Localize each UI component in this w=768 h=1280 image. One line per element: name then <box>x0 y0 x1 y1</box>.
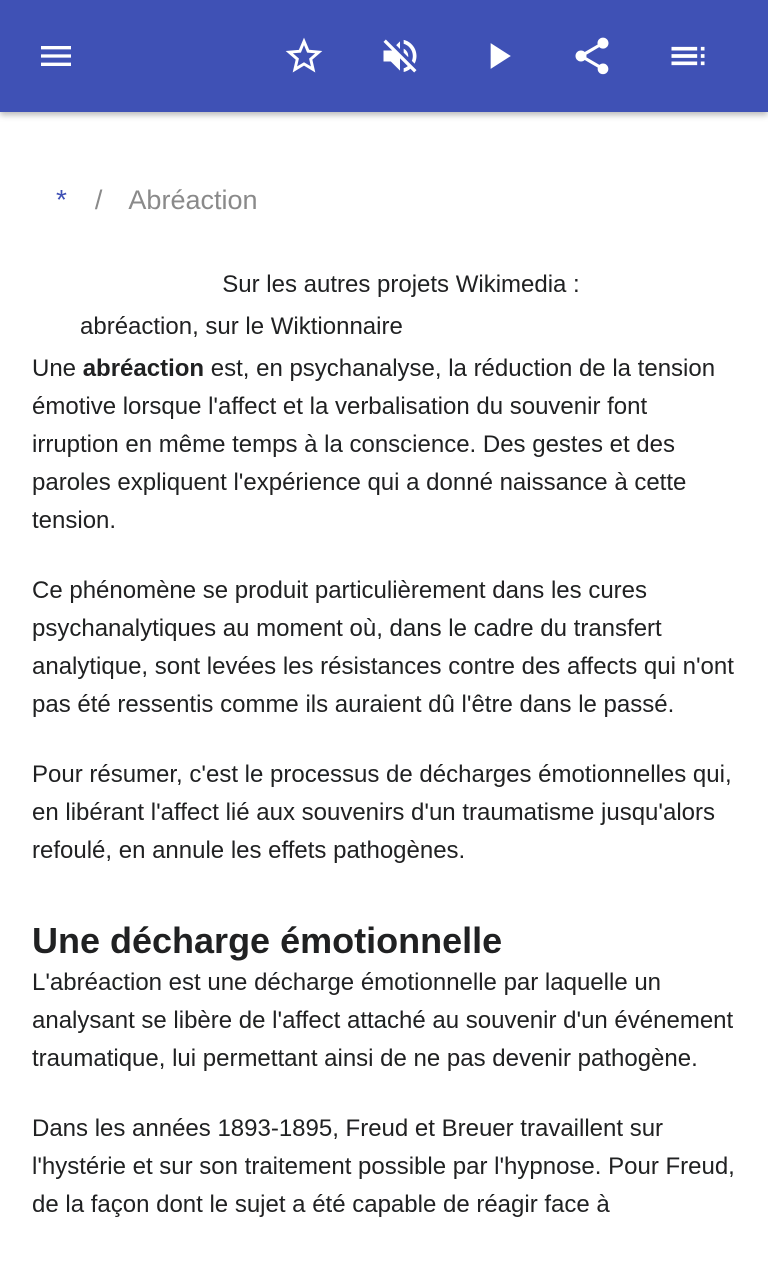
sister-projects-title: Sur les autres projets Wikimedia : <box>222 271 580 298</box>
paragraph-5: Dans les années 1893-1895, Freud et Breuer travaillent sur l'hystérie et sur son traitement possible par l'hypnose. Pour Freud, de la façon dont le sujet a été capable de réagir face à <box>32 1115 735 1218</box>
intro-text-rest: est, en psychanalyse, la réduction de la tension émotive lorsque l'affect et la verbalisation du souvenir font irruption en même temps à la conscience. Des gestes et des paroles expliquent l'expérience qui a donné naissance à cette tension. <box>32 355 716 534</box>
share-icon <box>570 34 614 78</box>
paragraph-3: Pour résumer, c'est le processus de décharges émotionnelles qui, en libérant l'affect lié aux souvenirs d'un traumatisme jusqu'alors refoulé, en annule les effets pathogènes. <box>32 761 732 864</box>
play-icon <box>476 34 520 78</box>
section-heading: Une décharge émotionnelle <box>32 920 503 961</box>
paragraph-intro <box>32 350 738 540</box>
favorite-button[interactable] <box>276 28 332 84</box>
toc-button[interactable] <box>660 28 716 84</box>
play-button[interactable] <box>470 28 526 84</box>
share-button[interactable] <box>564 28 620 84</box>
app-toolbar <box>0 0 768 112</box>
paragraph-4: L'abréaction est une décharge émotionnelle par laquelle un analysant se libère de l'affect attaché au souvenir d'un événement traumatique, lui permettant ainsi de ne pas devenir pathogène. <box>32 969 734 1072</box>
breadcrumb-current: Abréaction <box>128 184 258 215</box>
intro-text-start: Une <box>32 355 83 382</box>
star-outline-icon <box>282 34 326 78</box>
breadcrumb-home-link[interactable]: * <box>56 184 67 215</box>
wiktionary-link[interactable]: abréaction, sur le Wiktionnaire <box>80 313 403 340</box>
intro-bold-term: abréaction <box>82 355 205 382</box>
volume-off-icon <box>378 34 422 78</box>
menu-button[interactable] <box>28 28 84 84</box>
article-content <box>32 112 738 1224</box>
table-of-contents-icon <box>666 34 710 78</box>
mute-button[interactable] <box>372 28 428 84</box>
breadcrumb-separator: / <box>94 184 103 215</box>
sister-projects-box <box>32 264 738 348</box>
breadcrumb <box>32 182 738 218</box>
hamburger-menu-icon <box>36 36 76 76</box>
paragraph-2: Ce phénomène se produit particulièrement dans les cures psychanalytiques au moment où, dans le cadre du transfert analytique, sont levées les résistances contre des affects qui n'ont pas été ressentis comme ils auraient dû l'être dans le passé. <box>32 577 734 718</box>
